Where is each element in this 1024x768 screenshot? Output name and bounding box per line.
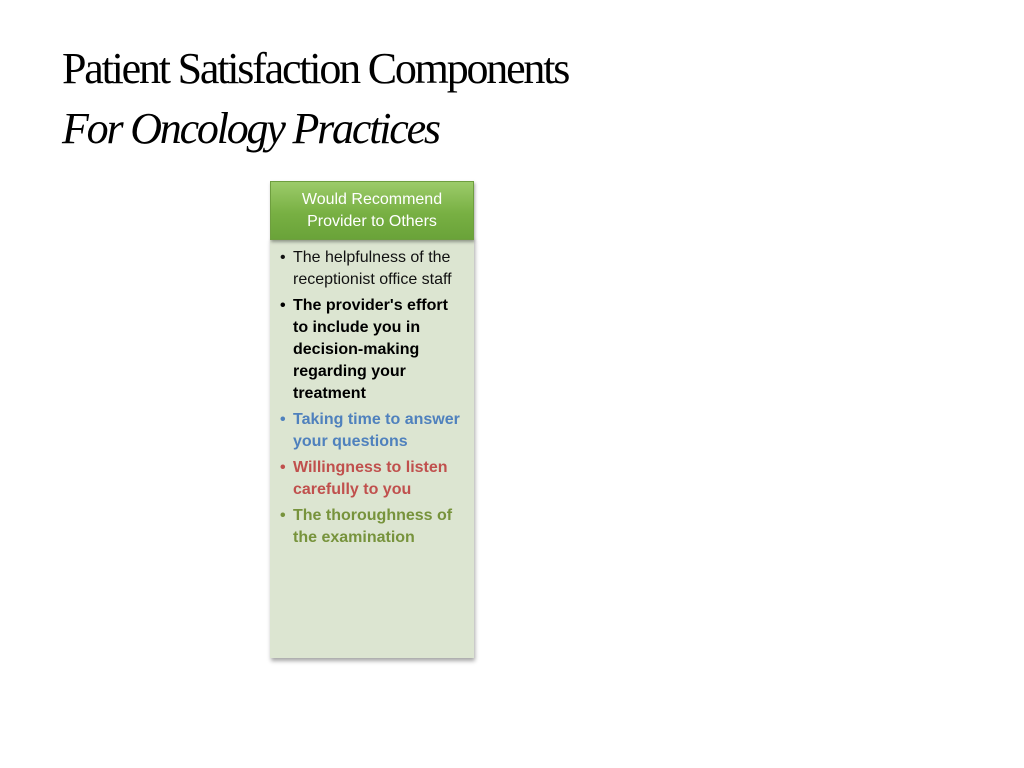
component-list (280, 247, 466, 553)
slide-subtitle: For Oncology Practices (62, 104, 439, 153)
list-item (280, 457, 466, 501)
category-header-label: Would Recommend Provider to Others (301, 190, 443, 230)
bullet-icon: • (280, 507, 286, 524)
bullet-icon: • (280, 459, 286, 476)
list-item-text: Taking time to answer your questions (293, 411, 460, 450)
bullet-icon: • (280, 249, 286, 266)
slide-title: Patient Satisfaction Components (62, 44, 569, 93)
list-item (280, 409, 466, 453)
list-item (280, 247, 466, 291)
list-item-text: The helpfulness of the receptionist office staff (293, 249, 452, 288)
bullet-icon: • (280, 297, 286, 314)
list-item-text: Willingness to listen carefully to you (293, 459, 448, 498)
list-item-text: The thoroughness of the examination (293, 507, 453, 546)
list-item-text: The provider's effort to include you in decision-making regarding your treatment (293, 297, 448, 402)
list-item (280, 505, 466, 549)
list-item (280, 295, 466, 405)
bullet-icon: • (280, 411, 286, 428)
category-header (270, 181, 474, 240)
